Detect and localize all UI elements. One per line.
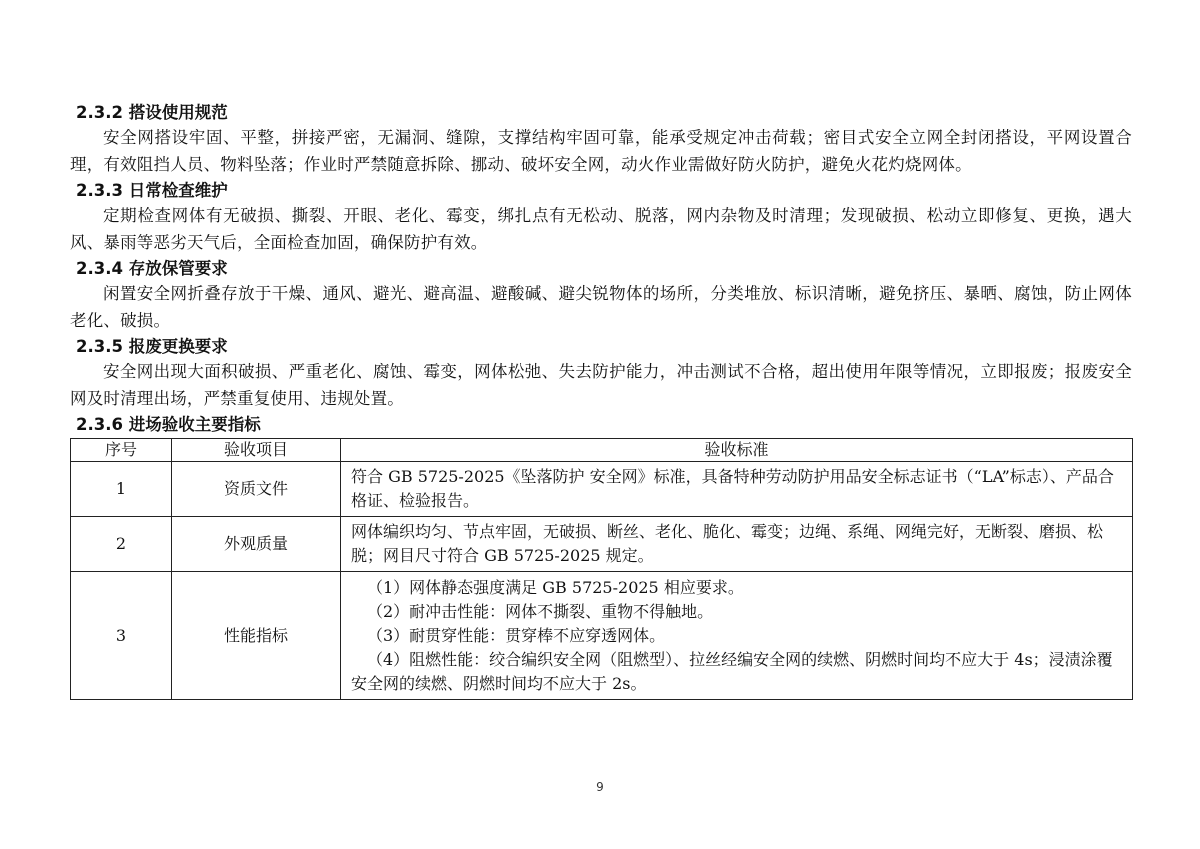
row-item: 外观质量 xyxy=(172,517,341,572)
standard-line: 网体编织均匀、节点牢固，无破损、断丝、老化、脆化、霉变；边绳、系绳、网绳完好，无断裂、磨损、松脱；网目尺寸符合 GB 5725-2025 规定。 xyxy=(351,522,1104,565)
row-standard xyxy=(341,462,1133,517)
standard-line: 符合 GB 5725-2025《坠落防护 安全网》标准，具备特种劳动防护用品安全标志证书（“LA”标志）、产品合格证、检验报告。 xyxy=(351,467,1114,510)
section-body-2-3-4: 闲置安全网折叠存放于干燥、通风、避光、避高温、避酸碱、避尖锐物体的场所，分类堆放、标识清晰，避免挤压、暴晒、腐蚀，防止网体老化、破损。 xyxy=(70,284,1132,330)
row-standard xyxy=(341,572,1133,700)
header-acceptance-item: 验收项目 xyxy=(172,439,341,462)
row-item: 资质文件 xyxy=(172,462,341,517)
section-heading-2-3-5: 2.3.5 报废更换要求 xyxy=(76,337,228,356)
table-row xyxy=(71,462,1133,517)
section-heading-2-3-4: 2.3.4 存放保管要求 xyxy=(76,259,228,278)
section-body-2-3-3: 定期检查网体有无破损、撕裂、开眼、老化、霉变，绑扎点有无松动、脱落，网内杂物及时清理；发现破损、松动立即修复、更换，遇大风、暴雨等恶劣天气后，全面检查加固，确保防护有效。 xyxy=(70,206,1132,252)
standard-line: （2）耐冲击性能：网体不撕裂、重物不得触地。 xyxy=(367,601,714,621)
acceptance-criteria-table xyxy=(70,438,1133,700)
page-number: 9 xyxy=(596,780,604,794)
table-row xyxy=(71,517,1133,572)
row-number: 2 xyxy=(71,517,172,572)
standard-line: （1）网体静态强度满足 GB 5725-2025 相应要求。 xyxy=(367,577,744,597)
row-number: 3 xyxy=(71,572,172,700)
section-body-2-3-5: 安全网出现大面积破损、严重老化、腐蚀、霉变，网体松弛、失去防护能力，冲击测试不合格，超出使用年限等情况，立即报废；报废安全网及时清理出场，严禁重复使用、违规处置。 xyxy=(70,362,1132,408)
table-row xyxy=(71,572,1133,700)
section-heading-2-3-3: 2.3.3 日常检查维护 xyxy=(76,181,228,200)
row-number: 1 xyxy=(71,462,172,517)
table-header-row xyxy=(71,439,1133,462)
page-content xyxy=(70,100,1132,700)
header-acceptance-standard: 验收标准 xyxy=(341,439,1133,462)
standard-line: （4）阻燃性能：绞合编织安全网（阻燃型）、拉丝经编安全网的续燃、阴燃时间均不应大于 4s；浸渍涂覆安全网的续燃、阴燃时间均不应大于 2s。 xyxy=(351,649,1113,693)
row-item: 性能指标 xyxy=(172,572,341,700)
section-heading-2-3-2: 2.3.2 搭设使用规范 xyxy=(76,103,228,122)
header-serial-number: 序号 xyxy=(71,439,172,462)
row-standard xyxy=(341,517,1133,572)
standard-line: （3）耐贯穿性能：贯穿棒不应穿透网体。 xyxy=(367,625,666,645)
section-heading-2-3-6: 2.3.6 进场验收主要指标 xyxy=(76,415,261,434)
section-body-2-3-2: 安全网搭设牢固、平整，拼接严密，无漏洞、缝隙，支撑结构牢固可靠，能承受规定冲击荷载；密目式安全立网全封闭搭设，平网设置合理，有效阻挡人员、物料坠落；作业时严禁随意拆除、挪动、破坏安全网，动火作业需做好防火防护，避免火花灼烧网体。 xyxy=(70,128,1132,174)
